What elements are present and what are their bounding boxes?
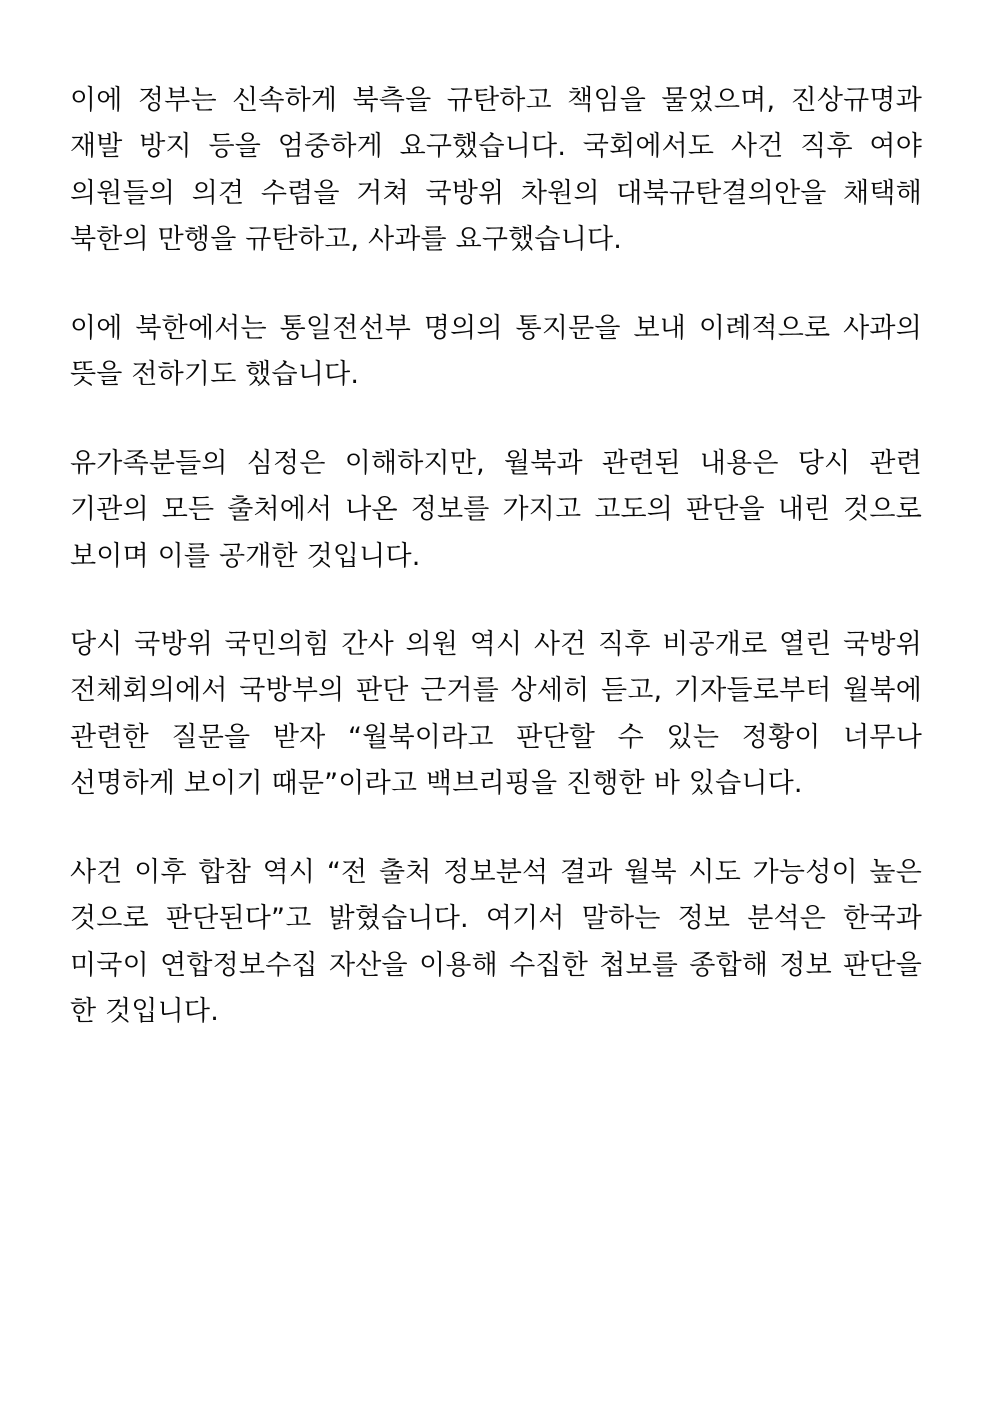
document-body [70,78,922,1035]
paragraph-2: 이에 북한에서는 통일전선부 명의의 통지문을 보내 이례적으로 사과의 뜻을 전하기도 했습니다. [70,312,922,391]
paragraph-5: 사건 이후 합참 역시 “전 출처 정보분석 결과 월북 시도 가능성이 높은 것으로 판단된다”고 밝혔습니다. 여기서 말하는 정보 분석은 한국과 미국이 연합정보수집 자산을 이용해 수집한 첩보를 종합해 정보 판단을 한 것입니다. [70,856,922,1027]
paragraph-1: 이에 정부는 신속하게 북측을 규탄하고 책임을 물었으며, 진상규명과 재발 방지 등을 엄중하게 요구했습니다. 국회에서도 사건 직후 여야 의원들의 의견 수렴을 거쳐 국방위 차원의 대북규탄결의안을 채택해 북한의 만행을 규탄하고, 사과를 요구했습니다. [70,85,922,256]
paragraph-3: 유가족분들의 심정은 이해하지만, 월북과 관련된 내용은 당시 관련 기관의 모든 출처에서 나온 정보를 가지고 고도의 판단을 내린 것으로 보이며 이를 공개한 것입니다. [70,447,922,572]
paragraph-4: 당시 국방위 국민의힘 간사 의원 역시 사건 직후 비공개로 열린 국방위 전체회의에서 국방부의 판단 근거를 상세히 듣고, 기자들로부터 월북에 관련한 질문을 받자 “월북이라고 판단할 수 있는 정황이 너무나 선명하게 보이기 때문”이라고 백브리핑을 진행한 바 있습니다. [70,628,922,800]
